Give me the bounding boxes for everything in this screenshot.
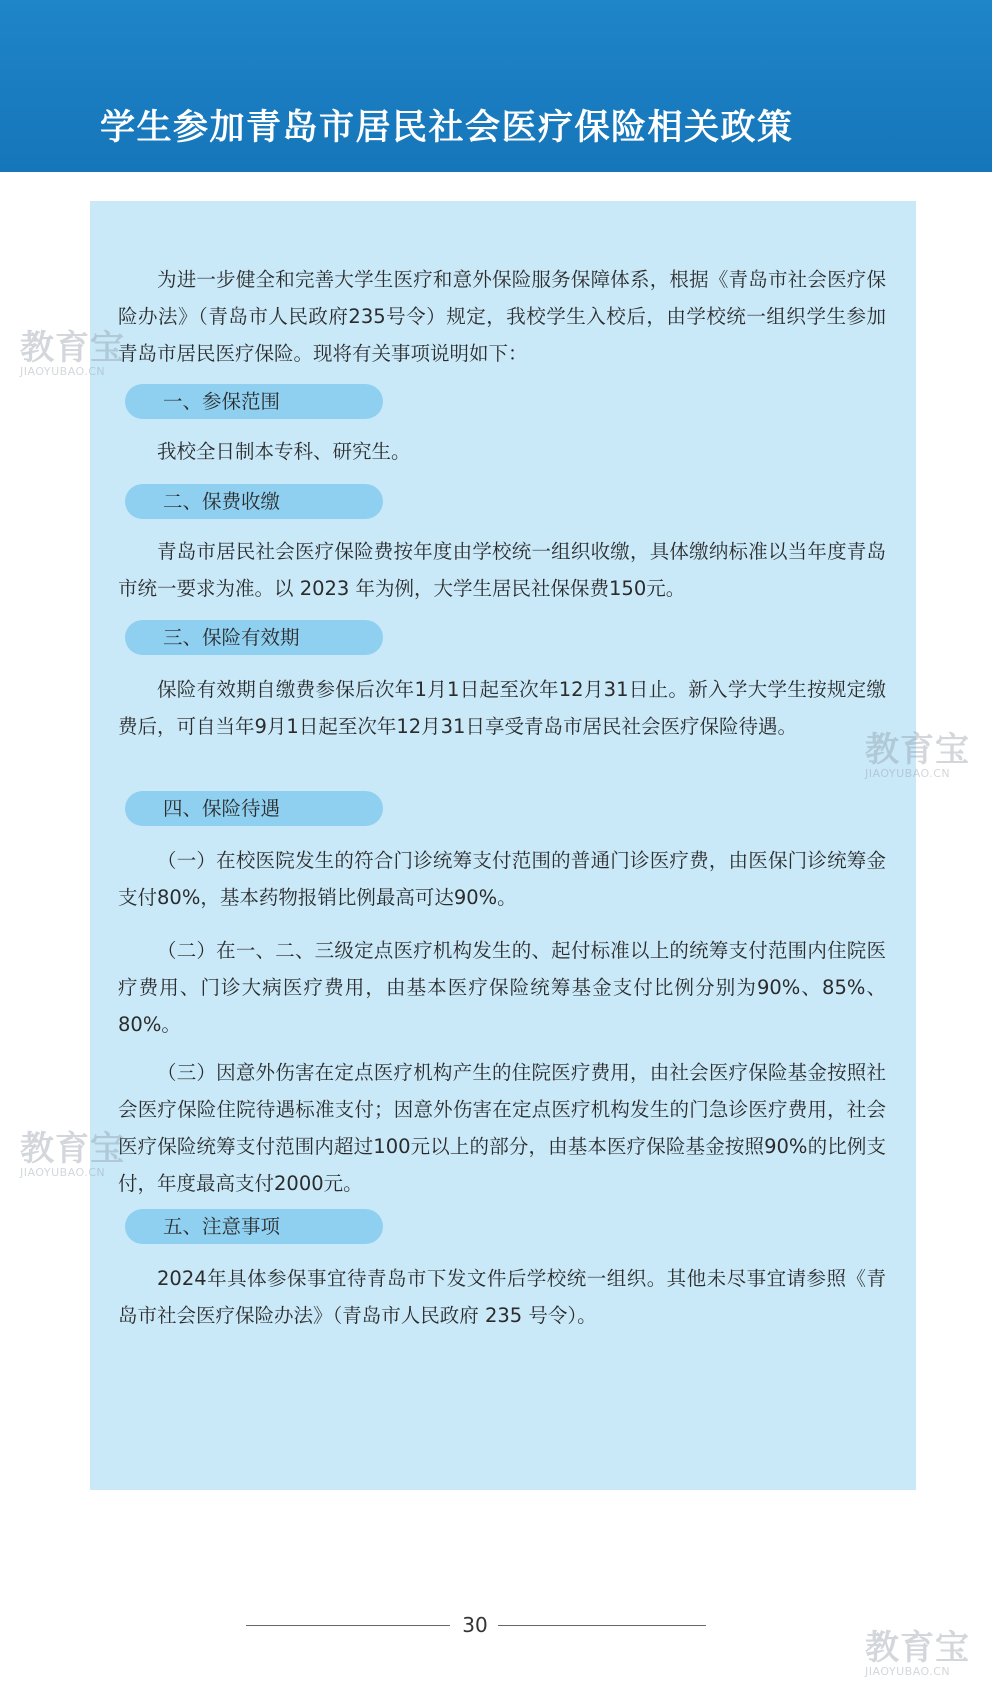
footer-rule-right (498, 1625, 706, 1626)
benefit-paragraph-1: （一）在校医院发生的符合门诊统筹支付范围的普通门诊医疗费，由医保门诊统筹金支付80%，基本药物报销比例最高可达90%。 (118, 849, 886, 909)
section-paragraph-notes: 2024年具体参保事宜待青岛市下发文件后学校统一组织。其他未尽事宜请参照《青岛市社会医疗保险办法》（青岛市人民政府 235 号令）。 (118, 1267, 886, 1327)
header-banner (0, 0, 992, 172)
watermark-logo: 教育宝 JIAOYUBAO.CN (865, 1628, 970, 1678)
page-number: 30 (462, 1613, 488, 1637)
benefit-paragraph-3: （三）因意外伤害在定点医疗机构产生的住院医疗费用，由社会医疗保险基金按照社会医疗保险住院待遇标准支付；因意外伤害在定点医疗机构发生的门急诊医疗费用，社会医疗保险统筹支付范围内超过100元以上的部分，由基本医疗保险基金按照90%的比例支付，年度最高支付2000元。 (118, 1061, 886, 1195)
footer-rule-left (246, 1625, 450, 1626)
section-heading-scope: 一、参保范围 (163, 390, 281, 413)
watermark-logo: 教育宝 JIAOYUBAO.CN (865, 730, 970, 780)
watermark-logo: 教育宝 JIAOYUBAO.CN (20, 328, 125, 378)
benefit-paragraph-2: （二）在一、二、三级定点医疗机构发生的、起付标准以上的统筹支付范围内住院医疗费用、门诊大病医疗费用，由基本医疗保险统筹基金支付比例分别为90%、85%、80%。 (118, 939, 886, 1036)
section-heading-benefits: 四、保险待遇 (163, 797, 281, 820)
watermark-logo: 教育宝 JIAOYUBAO.CN (20, 1129, 125, 1179)
intro-paragraph: 为进一步健全和完善大学生医疗和意外保险服务保障体系，根据《青岛市社会医疗保险办法》（青岛市人民政府235号令）规定，我校学生入校后，由学校统一组织学生参加青岛市居民医疗保险。现将有关事项说明如下： (118, 268, 886, 365)
section-heading-validity: 三、保险有效期 (163, 626, 300, 649)
section-paragraph-scope: 我校全日制本专科、研究生。 (157, 440, 411, 463)
page-title: 学生参加青岛市居民社会医疗保险相关政策 (100, 108, 794, 148)
section-paragraph-validity: 保险有效期自缴费参保后次年1月1日起至次年12月31日止。新入学大学生按规定缴费后，可自当年9月1日起至次年12月31日享受青岛市居民社会医疗保险待遇。 (118, 678, 886, 738)
section-heading-notes: 五、注意事项 (163, 1215, 281, 1238)
section-paragraph-premium: 青岛市居民社会医疗保险费按年度由学校统一组织收缴，具体缴纳标准以当年度青岛市统一要求为准。以 2023 年为例，大学生居民社保保费150元。 (118, 540, 886, 600)
section-heading-premium: 二、保费收缴 (163, 490, 281, 513)
